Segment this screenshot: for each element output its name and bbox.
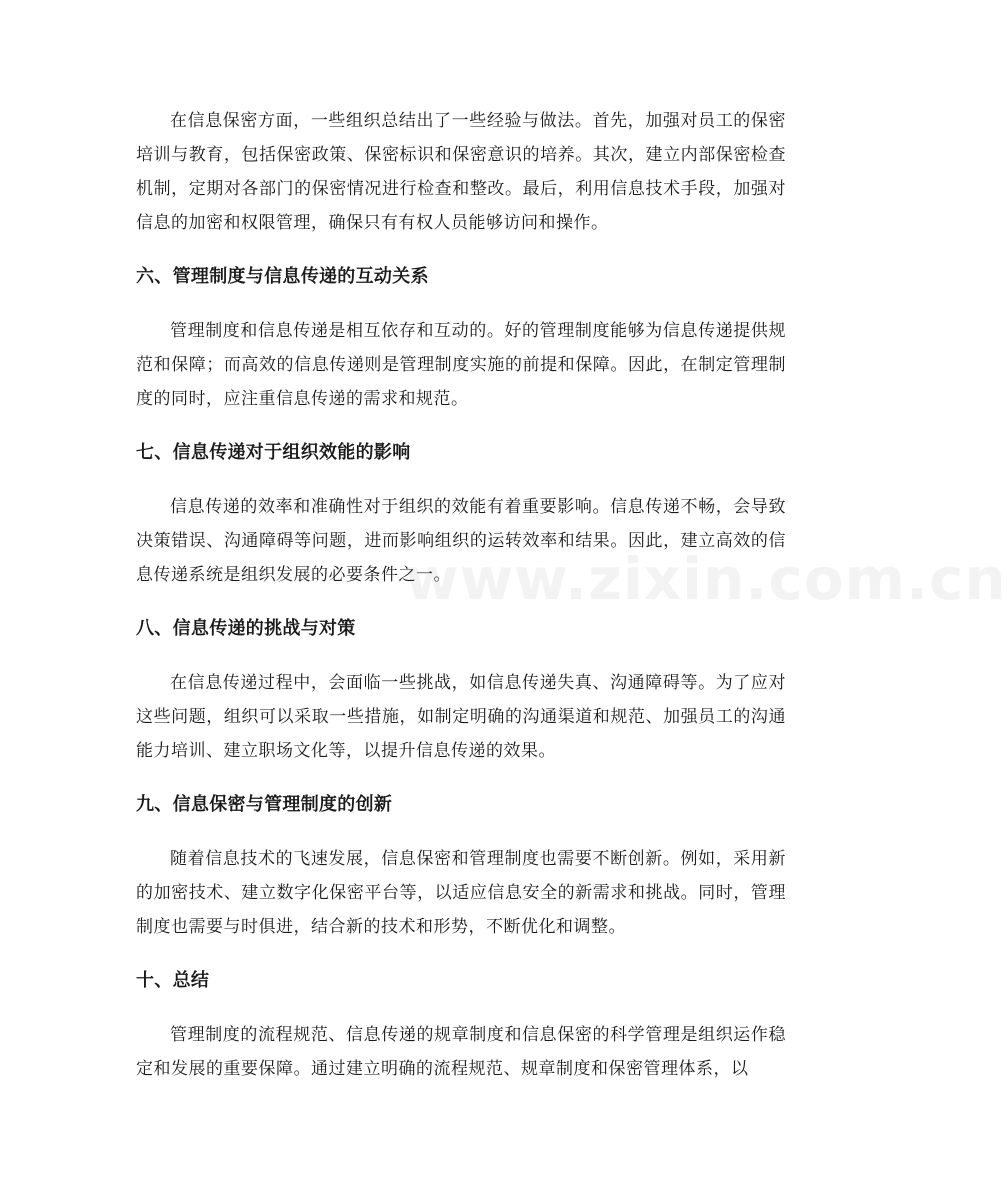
- paragraph-section-6: 管理制度和信息传递是相互依存和互动的。好的管理制度能够为信息传递提供规范和保障；而高效的信息传递则是管理制度实施的前提和保障。因此，在制定管理制度的同时，应注重信息传递的需求和规范。: [136, 321, 786, 409]
- heading-section-8: 八、信息传递的挑战与对策: [136, 618, 356, 639]
- heading-section-7: 七、信息传递对于组织效能的影响: [136, 442, 411, 463]
- paragraph-section-10: 管理制度的流程规范、信息传递的规章制度和信息保密的科学管理是组织运作稳定和发展的重要保障。通过建立明确的流程规范、规章制度和保密管理体系，以: [136, 1025, 786, 1079]
- watermark: www.zixin.com.cn: [405, 545, 1007, 613]
- paragraph-section-9: 随着信息技术的飞速发展，信息保密和管理制度也需要不断创新。例如，采用新的加密技术、建立数字化保密平台等，以适应信息安全的新需求和挑战。同时，管理制度也需要与时俱进，结合新的技术和形势，不断优化和调整。: [136, 849, 786, 937]
- paragraph-section-7: 信息传递的效率和准确性对于组织的效能有着重要影响。信息传递不畅，会导致决策错误、沟通障碍等问题，进而影响组织的运转效率和结果。因此，建立高效的信息传递系统是组织发展的必要条件之一。: [136, 497, 786, 585]
- heading-section-9: 九、信息保密与管理制度的创新: [136, 794, 393, 815]
- paragraph-info-security-practices: 在信息保密方面，一些组织总结出了一些经验与做法。首先，加强对员工的保密培训与教育，包括保密政策、保密标识和保密意识的培养。其次，建立内部保密检查机制，定期对各部门的保密情况进行检查和整改。最后，利用信息技术手段，加强对信息的加密和权限管理，确保只有有权人员能够访问和操作。: [136, 111, 786, 233]
- heading-section-10: 十、总结: [136, 970, 210, 991]
- heading-section-6: 六、管理制度与信息传递的互动关系: [136, 266, 429, 287]
- paragraph-section-8: 在信息传递过程中，会面临一些挑战，如信息传递失真、沟通障碍等。为了应对这些问题，组织可以采取一些措施，如制定明确的沟通渠道和规范、加强员工的沟通能力培训、建立职场文化等，以提升信息传递的效果。: [136, 673, 786, 761]
